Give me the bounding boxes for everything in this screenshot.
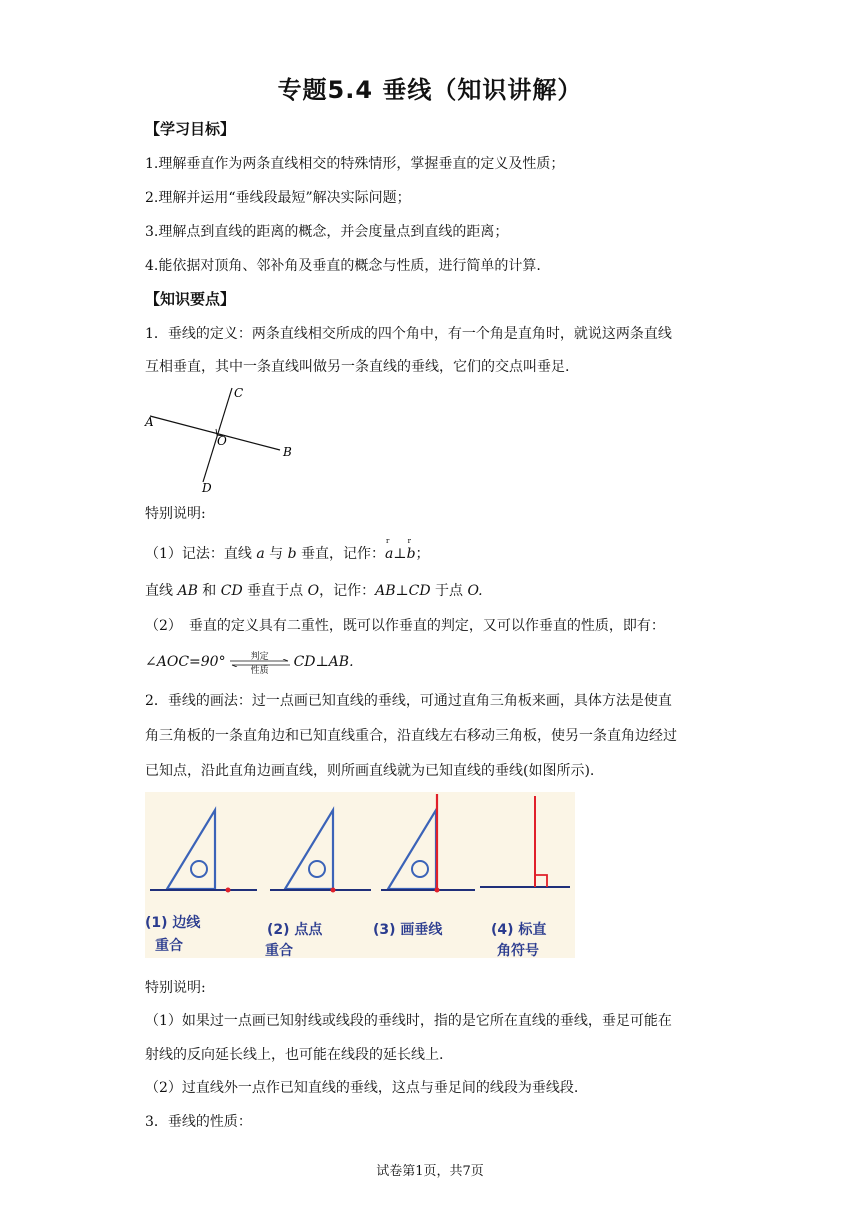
duality-line: （2） 垂直的定义具有二重性，既可以作垂直的判定，又可以作垂直的性质，即有： (145, 618, 665, 634)
property-heading: 3．垂线的性质： (145, 1114, 252, 1130)
step-caption: (1) 边线 (145, 915, 201, 931)
definition-line: 互相垂直，其中一条直线叫做另一条直线的垂线，它们的交点叫垂足. (145, 359, 570, 375)
step-caption: 重合 (155, 938, 183, 954)
point-marker (331, 888, 336, 893)
drawing-method-line: 已知点，沿此直角边画直线，则所画直线就为已知直线的垂线(如图所示). (145, 763, 595, 779)
step-caption: 重合 (265, 943, 293, 958)
page-title: 专题5.4 垂线（知识讲解） (277, 76, 583, 104)
note-line: （2）过直线外一点作已知直线的垂线，这点与垂足间的线段为垂线段. (145, 1080, 579, 1096)
step-caption: (2) 点点 (267, 922, 323, 938)
perpendicular-diagram (140, 378, 300, 496)
note-label: 特别说明: (145, 980, 206, 996)
drawing-steps-svg (145, 792, 575, 958)
note-label: 特别说明: (145, 506, 206, 522)
goal-item: 2.理解并运用“垂线段最短”解决实际问题； (145, 190, 411, 206)
definition-line: 1．垂线的定义：两条直线相交所成的四个角中，有一个角是直角时，就说这两条直线 (145, 326, 672, 342)
duality-expression: ∠AOC=90° 判定 性质 CD⊥AB. (145, 652, 354, 676)
note-line: （1）如果过一点画已知射线或线段的垂线时，指的是它所在直线的垂线，垂足可能在 (145, 1013, 672, 1029)
drawing-steps-figure (145, 792, 575, 958)
step-caption: (4) 标直 (491, 922, 547, 938)
point-marker (226, 888, 231, 893)
perp-notation: r a (385, 537, 394, 562)
step-caption: 角符号 (497, 943, 539, 958)
right-angle-mark (535, 875, 547, 887)
goal-item: 1.理解垂直作为两条直线相交的特殊情形，掌握垂直的定义及性质； (145, 156, 565, 172)
page-footer: 试卷第1页，共7页 (376, 1164, 484, 1179)
goal-item: 3.理解点到直线的距离的概念，并会度量点到直线的距离； (145, 224, 509, 240)
triangle-ruler-icon (285, 810, 333, 889)
double-arrow: 判定 性质 (228, 650, 292, 674)
drawing-method-line: 2．垂线的画法：过一点画已知直线的垂线，可通过直角三角板来画，具体方法是使直 (145, 693, 672, 709)
label-a: A (145, 415, 154, 429)
points-heading: 【知识要点】 (145, 290, 236, 308)
label-b: B (283, 445, 292, 459)
notation-line: （1）记法：直线 a 与 b 垂直，记作： r a⊥ r b； (145, 537, 430, 562)
label-o: O (217, 434, 227, 448)
triangle-ruler-icon (388, 810, 436, 889)
note-line: 射线的反向延长线上，也可能在线段的延长线上. (145, 1047, 444, 1063)
drawing-method-line: 角三角板的一条直角边和已知直线重合，沿直线左右移动三角板，使另一条直角边经过 (145, 728, 677, 744)
triangle-ruler-icon (167, 810, 215, 889)
step-caption: (3) 画垂线 (373, 922, 443, 938)
goals-heading: 【学习目标】 (145, 120, 236, 138)
label-c: C (234, 386, 244, 400)
notation-line-ab-cd: 直线 AB 和 CD 垂直于点 O，记作：AB⊥CD 于点 O. (145, 583, 483, 599)
label-d: D (202, 481, 212, 495)
goal-item: 4.能依据对顶角、邻补角及垂直的概念与性质，进行简单的计算. (145, 258, 541, 274)
